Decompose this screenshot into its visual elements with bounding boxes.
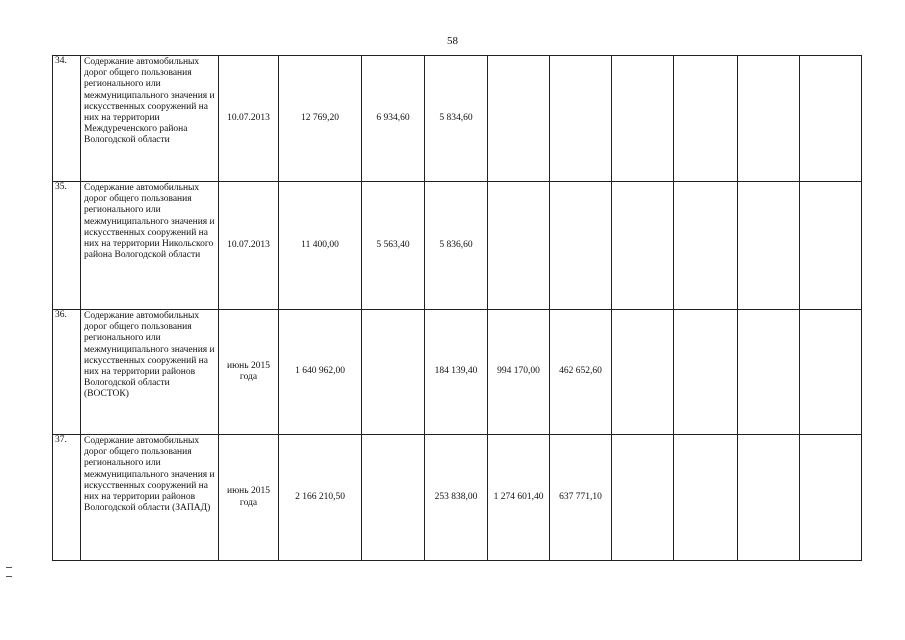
row-name: Содержание автомобильных дорог общего пользования регионального или межмуниципального значения и искусственных сооружений на них на территории Никольского района Вологодской области (81, 182, 219, 310)
row-value-1 (362, 435, 425, 561)
row-value-4 (550, 182, 612, 310)
page-number: 58 (447, 35, 458, 47)
row-total: 1 640 962,00 (279, 310, 362, 435)
row-value-1 (362, 310, 425, 435)
empty-cell (612, 182, 674, 310)
row-total: 11 400,00 (279, 182, 362, 310)
empty-cell (738, 56, 800, 182)
table-row (53, 310, 862, 435)
row-number: 34. (53, 56, 81, 182)
row-value-2: 5 834,60 (425, 56, 488, 182)
empty-cell (800, 435, 862, 561)
row-value-3: 994 170,00 (488, 310, 550, 435)
row-value-3 (488, 56, 550, 182)
margin-mark (6, 567, 12, 577)
row-number: 35. (53, 182, 81, 310)
empty-cell (612, 435, 674, 561)
empty-cell (612, 56, 674, 182)
row-value-2: 5 836,60 (425, 182, 488, 310)
empty-cell (738, 182, 800, 310)
row-name: Содержание автомобильных дорог общего пользования регионального или межмуниципального значения и искусственных сооружений на них на территории районов Вологодской области (ЗАПАД) (81, 435, 219, 561)
row-number: 37. (53, 435, 81, 561)
empty-cell (800, 56, 862, 182)
row-date: 10.07.2013 (219, 182, 279, 310)
empty-cell (612, 310, 674, 435)
empty-cell (674, 435, 738, 561)
table-row (53, 182, 862, 310)
row-value-4: 462 652,60 (550, 310, 612, 435)
works-table (52, 55, 862, 561)
row-value-1: 6 934,60 (362, 56, 425, 182)
table-row (53, 435, 862, 561)
row-total: 2 166 210,50 (279, 435, 362, 561)
row-value-3 (488, 182, 550, 310)
row-value-4 (550, 56, 612, 182)
row-number: 36. (53, 310, 81, 435)
row-value-4: 637 771,10 (550, 435, 612, 561)
empty-cell (738, 435, 800, 561)
row-value-3: 1 274 601,40 (488, 435, 550, 561)
row-value-2: 184 139,40 (425, 310, 488, 435)
row-value-2: 253 838,00 (425, 435, 488, 561)
empty-cell (674, 56, 738, 182)
empty-cell (674, 310, 738, 435)
row-date: 10.07.2013 (219, 56, 279, 182)
empty-cell (800, 182, 862, 310)
row-value-1: 5 563,40 (362, 182, 425, 310)
row-date: июнь 2015 года (219, 310, 279, 435)
row-name: Содержание автомобильных дорог общего пользования регионального или межмуниципального значения и искусственных сооружений на них на территории районов Вологодской области (ВОСТОК) (81, 310, 219, 435)
empty-cell (800, 310, 862, 435)
table-row (53, 56, 862, 182)
row-date: июнь 2015 года (219, 435, 279, 561)
row-total: 12 769,20 (279, 56, 362, 182)
row-name: Содержание автомобильных дорог общего пользования регионального или межмуниципального значения и искусственных сооружений на них на территории Междуреченского района Вологодской области (81, 56, 219, 182)
empty-cell (674, 182, 738, 310)
empty-cell (738, 310, 800, 435)
